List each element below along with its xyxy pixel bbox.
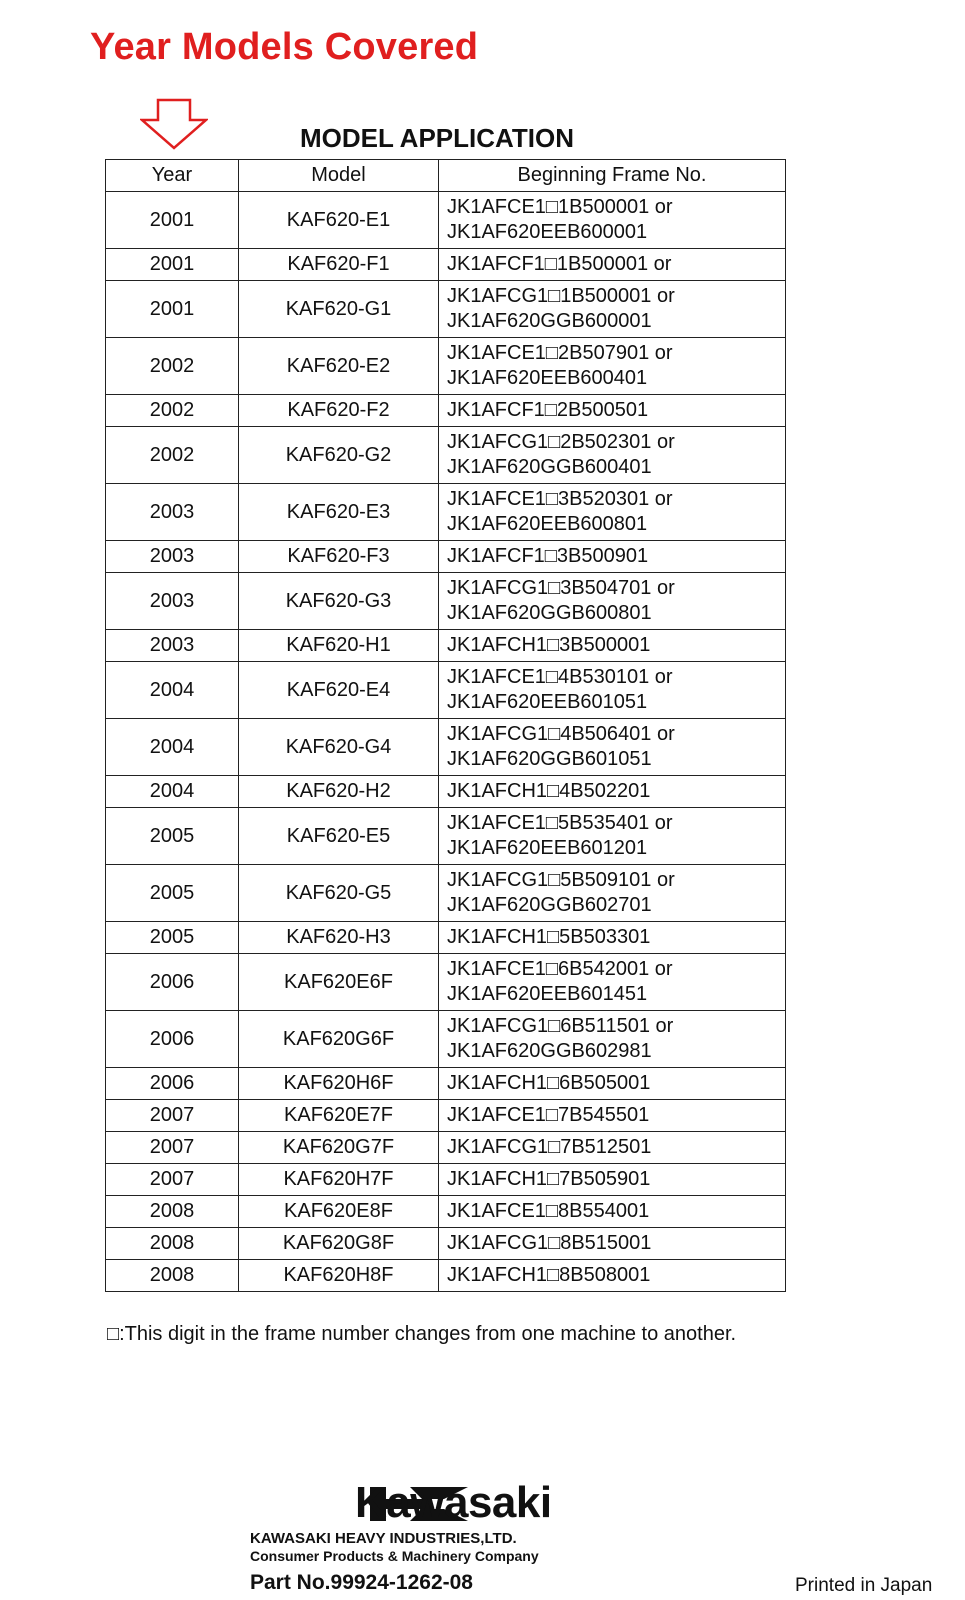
frame-cell [439,281,786,338]
frame-cell [439,922,786,954]
frame-cell [439,1228,786,1260]
frame-number-line: JK1AFCG1□8B515001 [447,1232,652,1254]
table-row [106,808,786,865]
model-cell: KAF620G8F [239,1228,439,1260]
frame-number-line: JK1AF620EEB600801 [447,513,648,535]
year-cell: 2001 [106,249,239,281]
table-row [106,1260,786,1292]
year-cell: 2005 [106,865,239,922]
year-cell: 2003 [106,630,239,662]
frame-cell [439,808,786,865]
year-cell: 2003 [106,573,239,630]
page-heading: Year Models Covered [90,26,479,68]
year-cell: 2002 [106,427,239,484]
year-cell: 2006 [106,1011,239,1068]
table-row [106,484,786,541]
frame-number-line: JK1AFCF1□3B500901 [447,545,649,567]
year-column-header: Year [106,160,239,192]
company-name: KAWASAKI HEAVY INDUSTRIES,LTD. [250,1530,517,1547]
part-number: Part No.99924-1262-08 [250,1571,473,1594]
model-cell: KAF620-E2 [239,338,439,395]
table-row [106,1164,786,1196]
frame-cell [439,865,786,922]
table-row [106,662,786,719]
frame-number-line: JK1AF620GGB601051 [447,748,652,770]
frame-number-line: JK1AFCF1□1B500001 or [447,253,672,275]
year-cell: 2002 [106,395,239,427]
table-row [106,1100,786,1132]
model-cell: KAF620G7F [239,1132,439,1164]
frame-number-line: JK1AFCH1□6B505001 [447,1072,651,1094]
frame-number-line: JK1AFCE1□7B545501 [447,1104,650,1126]
table-row [106,573,786,630]
model-cell: KAF620H7F [239,1164,439,1196]
year-cell: 2007 [106,1164,239,1196]
frame-cell [439,1164,786,1196]
year-cell: 2008 [106,1260,239,1292]
frame-number-line: JK1AF620GGB602981 [447,1040,652,1062]
frame-number-line: JK1AFCE1□5B535401 or [447,812,673,834]
frame-number-line: JK1AF620EEB601051 [447,691,648,713]
table-row [106,395,786,427]
frame-cell [439,630,786,662]
year-cell: 2006 [106,1068,239,1100]
model-cell: KAF620-E5 [239,808,439,865]
frame-number-line: JK1AFCG1□7B512501 [447,1136,652,1158]
model-cell: KAF620-F1 [239,249,439,281]
year-cell: 2008 [106,1228,239,1260]
frame-cell [439,427,786,484]
table-row [106,719,786,776]
model-cell: KAF620-G3 [239,573,439,630]
year-cell: 2004 [106,719,239,776]
frame-cell [439,541,786,573]
frame-number-line: JK1AF620EEB600001 [447,221,648,243]
table-row [106,281,786,338]
frame-cell [439,719,786,776]
model-cell: KAF620H6F [239,1068,439,1100]
year-cell: 2008 [106,1196,239,1228]
model-application-table [105,159,786,1292]
year-cell: 2003 [106,541,239,573]
frame-number-line: JK1AF620GGB602701 [447,894,652,916]
frame-number-line: JK1AF620EEB601201 [447,837,648,859]
down-arrow-icon [140,98,208,150]
table-row [106,541,786,573]
year-cell: 2006 [106,954,239,1011]
model-cell: KAF620H8F [239,1260,439,1292]
model-cell: KAF620E6F [239,954,439,1011]
frame-number-line: JK1AFCG1□6B511501 or [447,1015,674,1037]
model-cell: KAF620-G5 [239,865,439,922]
model-cell: KAF620-H3 [239,922,439,954]
frame-number-line: JK1AFCG1□4B506401 or [447,723,675,745]
table-body [106,192,786,1292]
model-cell: KAF620-E3 [239,484,439,541]
frame-number-line: JK1AF620EEB600401 [447,367,648,389]
year-cell: 2001 [106,281,239,338]
model-cell: KAF620-E4 [239,662,439,719]
frame-number-line: JK1AFCH1□3B500001 [447,634,651,656]
frame-number-line: JK1AFCE1□1B500001 or [447,196,673,218]
year-cell: 2007 [106,1100,239,1132]
frame-cell [439,662,786,719]
frame-cell [439,1260,786,1292]
frame-cell [439,192,786,249]
frame-column-header: Beginning Frame No. [439,160,786,192]
frame-number-line: JK1AFCE1□2B507901 or [447,342,673,364]
table-title: MODEL APPLICATION [300,123,574,153]
frame-number-line: JK1AFCH1□7B505901 [447,1168,651,1190]
model-cell: KAF620G6F [239,1011,439,1068]
frame-cell [439,484,786,541]
frame-number-line: JK1AF620GGB600001 [447,310,652,332]
frame-number-line: JK1AFCH1□5B503301 [447,926,651,948]
frame-number-line: JK1AFCH1□4B502201 [447,780,651,802]
model-cell: KAF620-F3 [239,541,439,573]
frame-number-line: JK1AFCE1□4B530101 or [447,666,673,688]
frame-cell [439,1068,786,1100]
kawasaki-wordmark: Kawasaki [355,1478,552,1527]
year-cell: 2005 [106,808,239,865]
table-row [106,249,786,281]
frame-cell [439,1011,786,1068]
frame-number-line: JK1AFCG1□3B504701 or [447,577,675,599]
frame-number-line: JK1AFCG1□5B509101 or [447,869,675,891]
frame-cell [439,1196,786,1228]
model-cell: KAF620-E1 [239,192,439,249]
frame-cell [439,1100,786,1132]
model-cell: KAF620-G2 [239,427,439,484]
year-cell: 2004 [106,662,239,719]
frame-cell [439,249,786,281]
frame-number-line: JK1AFCG1□1B500001 or [447,285,675,307]
year-cell: 2004 [106,776,239,808]
model-cell: KAF620-G1 [239,281,439,338]
model-cell: KAF620E8F [239,1196,439,1228]
frame-number-line: JK1AF620GGB600801 [447,602,652,624]
division-name: Consumer Products & Machinery Company [250,1548,539,1564]
table-row [106,427,786,484]
frame-number-line: JK1AFCE1□3B520301 or [447,488,673,510]
frame-cell [439,776,786,808]
frame-cell [439,395,786,427]
frame-number-line: JK1AFCG1□2B502301 or [447,431,675,453]
frame-number-line: JK1AFCE1□6B542001 or [447,958,673,980]
frame-cell [439,1132,786,1164]
frame-cell [439,573,786,630]
table-row [106,922,786,954]
year-cell: 2003 [106,484,239,541]
model-cell: KAF620-F2 [239,395,439,427]
table-row [106,865,786,922]
table-row [106,630,786,662]
table-row [106,776,786,808]
model-cell: KAF620E7F [239,1100,439,1132]
year-cell: 2005 [106,922,239,954]
table-row [106,1228,786,1260]
year-cell: 2001 [106,192,239,249]
header-row [106,160,786,192]
printed-in: Printed in Japan [795,1575,933,1596]
table-row [106,192,786,249]
year-cell: 2002 [106,338,239,395]
footnote: □:This digit in the frame number changes from one machine to another. [107,1323,737,1345]
table-row [106,1196,786,1228]
table-row [106,338,786,395]
model-column-header: Model [239,160,439,192]
frame-number-line: JK1AF620GGB600401 [447,456,652,478]
model-cell: KAF620-H2 [239,776,439,808]
table-row [106,1068,786,1100]
table-row [106,954,786,1011]
year-cell: 2007 [106,1132,239,1164]
frame-number-line: JK1AFCF1□2B500501 [447,399,649,421]
frame-number-line: JK1AFCE1□8B554001 [447,1200,650,1222]
frame-cell [439,954,786,1011]
table-row [106,1132,786,1164]
frame-number-line: JK1AFCH1□8B508001 [447,1264,651,1286]
model-cell: KAF620-G4 [239,719,439,776]
frame-cell [439,338,786,395]
model-cell: KAF620-H1 [239,630,439,662]
table-row [106,1011,786,1068]
frame-number-line: JK1AF620EEB601451 [447,983,648,1005]
